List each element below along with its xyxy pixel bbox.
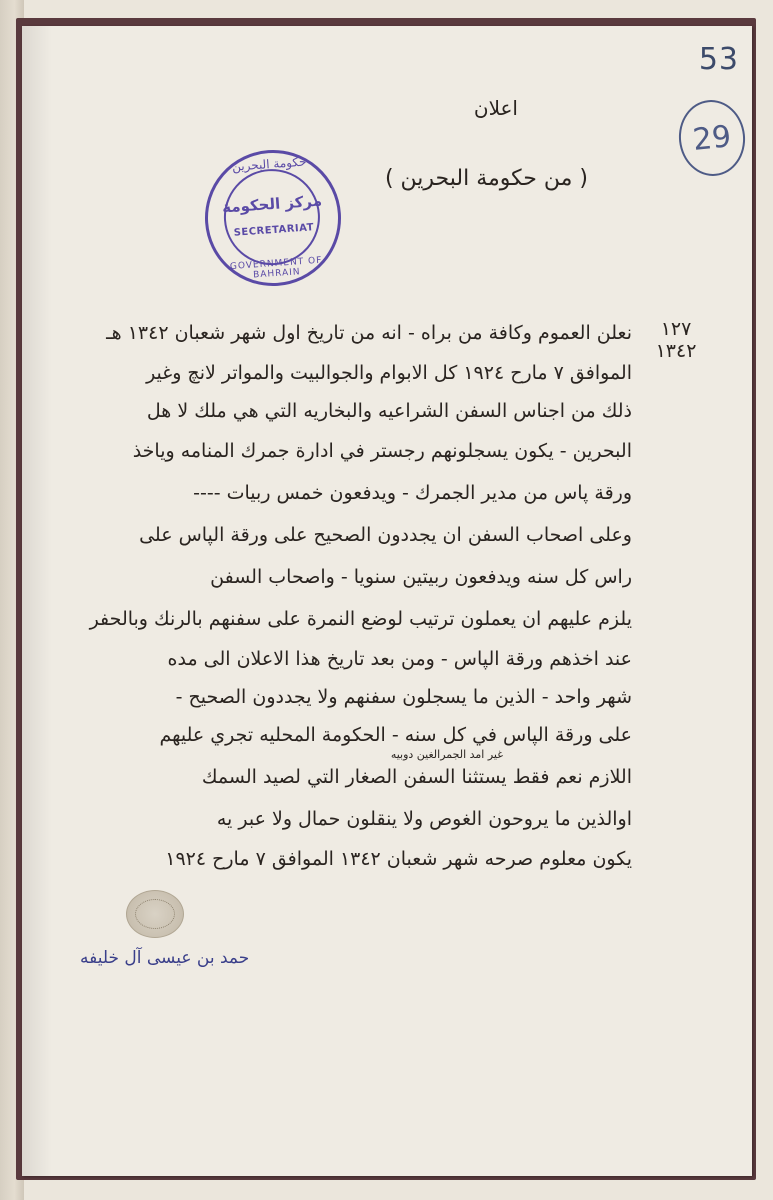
announcement-title: اعلان	[473, 96, 518, 120]
stamp-top-text: حكومة البحرين	[231, 154, 307, 174]
page-fold-shadow	[22, 26, 52, 1176]
body-line: على ورقة الپاس في كل سنه - الحكومة المحليه تجري عليهم	[159, 724, 632, 746]
stamp-inner-ring	[221, 166, 323, 268]
stamp-secretariat-text: SECRETARIAT	[233, 222, 315, 239]
reference-year-value: ١٣٤٢	[655, 340, 697, 362]
government-stamp	[200, 145, 345, 290]
body-line: عند اخذهم ورقة الپاس - ومن بعد تاريخ هذا الاعلان الى مده	[167, 648, 632, 670]
stamp-ring-text: GOVERNMENT OF BAHRAIN	[229, 255, 323, 281]
body-line: نعلن العموم وكافة من براه - انه من تاريخ اول شهر شعبان ١٣٤٢ هـ	[106, 322, 632, 344]
document-page	[22, 26, 752, 1176]
interlinear-note: غير امد الجمرالغين دوبيه	[390, 748, 503, 761]
signature-text: حمد بن عيسى آل خليفه	[80, 948, 250, 968]
seal-pattern	[135, 899, 175, 929]
reference-number-value: ١٢٧	[660, 318, 692, 340]
body-line: الموافق ٧ مارح ١٩٢٤ كل الابوام والجوالبيت والمواتر لانچ وغير	[146, 362, 632, 384]
folio-number: 53	[698, 42, 739, 77]
body-line: ورقة پاس من مدير الجمرك - ويدفعون خمس ربيات ----	[193, 482, 632, 504]
circled-number-text: 29	[691, 118, 733, 158]
body-line: اللازم نعم فقط يستثنا السفن الصغار التي لصيد السمك	[201, 766, 632, 788]
reference-number	[636, 318, 716, 362]
announcement-subtitle: ( من حكومة البحرين )	[384, 166, 588, 191]
body-line: يكون معلوم صرحه شهر شعبان ١٣٤٢ الموافق ٧ مارح ١٩٢٤	[165, 848, 632, 870]
body-line: يلزم عليهم ان يعملون ترتيب لوضع النمرة على سفنهم بالرنك وبالحفر	[89, 608, 632, 630]
body-line: البحرين - يكون يسجلونهم رجستر في ادارة جمرك المنامه وياخذ	[132, 440, 632, 462]
stamp-center-text: مركز الحكومة	[221, 191, 323, 217]
body-line: اوالذين ما يروحون الغوص ولا ينقلون حمال ولا عبر يه	[216, 808, 632, 830]
body-line: وعلى اصحاب السفن ان يجددون الصحيح على ورقة الپاس على	[139, 524, 632, 546]
body-line: شهر واحد - الذين ما يسجلون سفنهم ولا يجددون الصحيح -	[175, 686, 632, 708]
body-line: ذلك من اجناس السفن الشراعيه والبخاريه التي هي ملك لا هل	[146, 400, 632, 422]
ruler-seal	[126, 890, 184, 938]
body-line: راس كل سنه ويدفعون ربيتين سنويا - واصحاب السفن	[210, 566, 632, 588]
